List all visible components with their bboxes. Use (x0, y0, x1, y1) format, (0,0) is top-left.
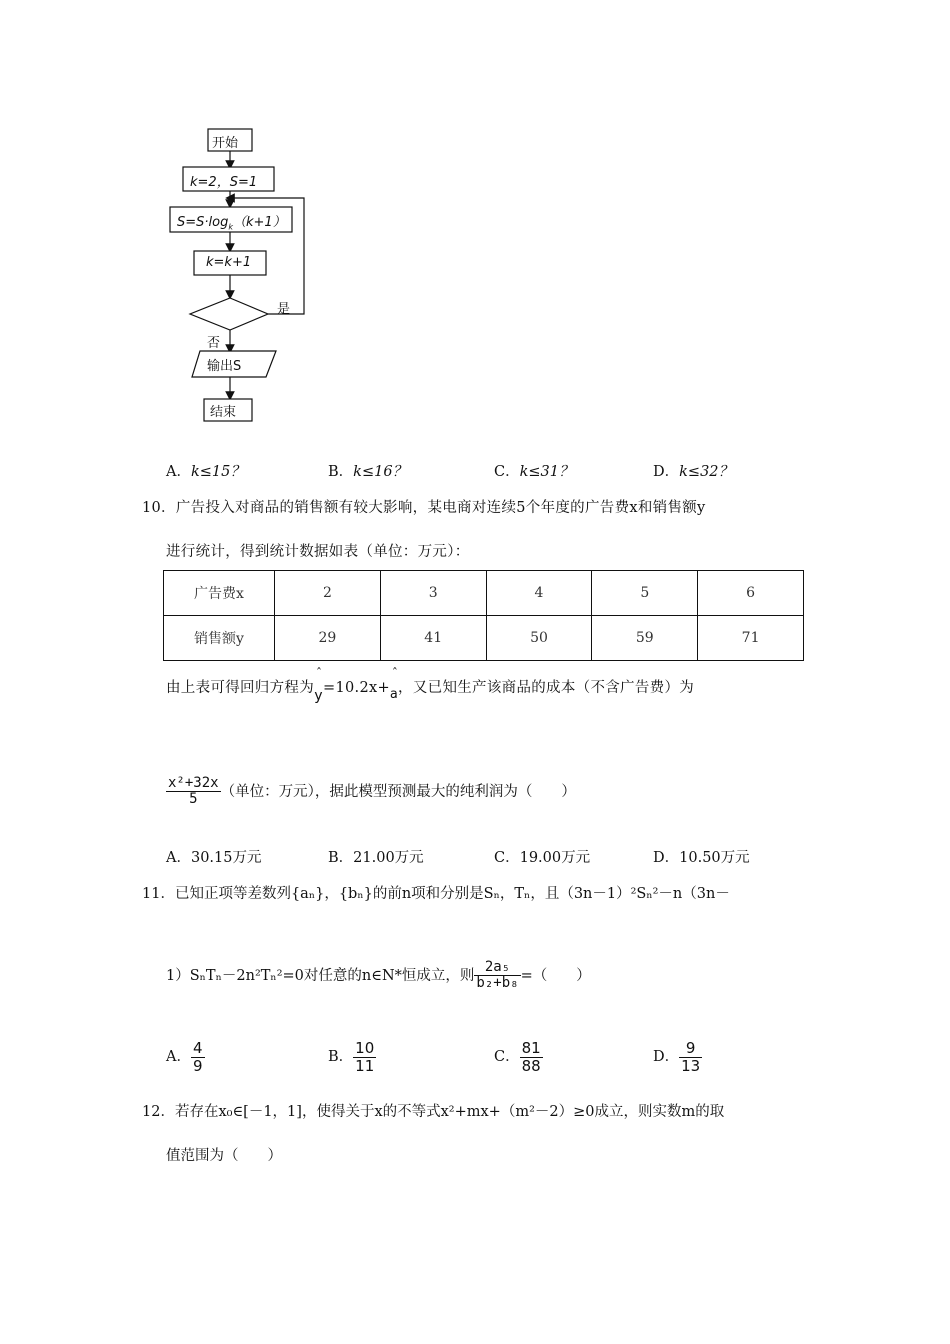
q9-option-d: D．k≤32？ (653, 464, 734, 480)
q10-line1: 10．广告投入对商品的销售额有较大影响，某电商对连续5个年度的广告费x和销售额y (142, 500, 706, 516)
table-cell: 2 (275, 571, 381, 616)
q11-option-d: D． $\frac{9}{13}$ (653, 1039, 701, 1075)
q11-line2: 1）SₙTₙ－2n²Tₙ²=0对任意的n∈N*恒成立，则 $\frac{\text{2a₅}}{\text{b₂+b₈}}$ =（ ） (166, 959, 591, 992)
flow-yes-label: 是 (277, 302, 291, 317)
table-cell: 6 (698, 571, 804, 616)
flow-init-label: k=2，S=1 (190, 175, 258, 190)
flow-output-label: 输出S (207, 359, 242, 374)
q11-line1: 11．已知正项等差数列{aₙ}，{bₙ}的前n项和分别是Sₙ，Tₙ，且（3n－1）²Sₙ²－n（3n－ (142, 886, 730, 902)
q9-option-a: A．k≤15？ (166, 464, 245, 480)
q12-line1: 12．若存在x₀∈[－1，1]，使得关于x的不等式x²+mx+（m²－2）≥0成立，则实数m的取 (142, 1104, 725, 1120)
q9-option-b: B．k≤16？ (328, 464, 408, 480)
table-row (164, 571, 804, 616)
q10-line3: 由上表可得回归方程为 ˆ y=10.2x+ ˆ a，又已知生产该商品的成本（不含广告费）为 (166, 666, 695, 704)
flowchart (160, 120, 340, 430)
q11-option-b: B． $\frac{10}{11}$ (328, 1039, 375, 1075)
table-cell: 4 (486, 571, 592, 616)
cost-fraction: $\frac{\text{x²+32x}}{5}$ (168, 775, 219, 808)
q11-option-c: C． $\frac{81}{88}$ (494, 1039, 541, 1075)
flow-decision-diamond (190, 298, 268, 330)
q10-option-c: C．19.00万元 (494, 850, 591, 866)
q10-line4: $\frac{\text{x²+32x}}{5}$ （单位：万元），据此模型预测最大的纯利润为（ ） (168, 775, 576, 808)
table-cell: 41 (380, 616, 486, 661)
flow-start-label: 开始 (212, 136, 239, 151)
table-cell: 50 (486, 616, 592, 661)
table-cell: 29 (275, 616, 381, 661)
flow-assign-label: $S=S\cdot\log_k(k+1)$ (177, 215, 286, 232)
flow-end-label: 结束 (210, 405, 237, 420)
table-cell: 3 (380, 571, 486, 616)
q12-line2: 值范围为（ ） (166, 1148, 282, 1164)
q10-option-d: D．10.50万元 (653, 850, 750, 866)
q10-data-table (163, 570, 804, 661)
table-cell: 5 (592, 571, 698, 616)
table-row (164, 616, 804, 661)
q9-option-c: C．k≤31？ (494, 464, 574, 480)
q10-option-a: A．30.15万元 (166, 850, 262, 866)
flow-increment-label: k=k+1 (206, 255, 252, 270)
flow-no-label: 否 (207, 336, 221, 351)
q11-option-a: A． $\frac{4}{9}$ (166, 1039, 203, 1075)
q11-fraction: $\frac{\text{2a₅}}{\text{b₂+b₈}}$ (476, 959, 519, 992)
table-cell: 广告费x (164, 571, 275, 616)
table-cell: 71 (698, 616, 804, 661)
table-cell: 销售额y (164, 616, 275, 661)
q10-option-b: B．21.00万元 (328, 850, 424, 866)
q10-line2: 进行统计，得到统计数据如表（单位：万元）： (166, 544, 470, 560)
table-cell: 59 (592, 616, 698, 661)
